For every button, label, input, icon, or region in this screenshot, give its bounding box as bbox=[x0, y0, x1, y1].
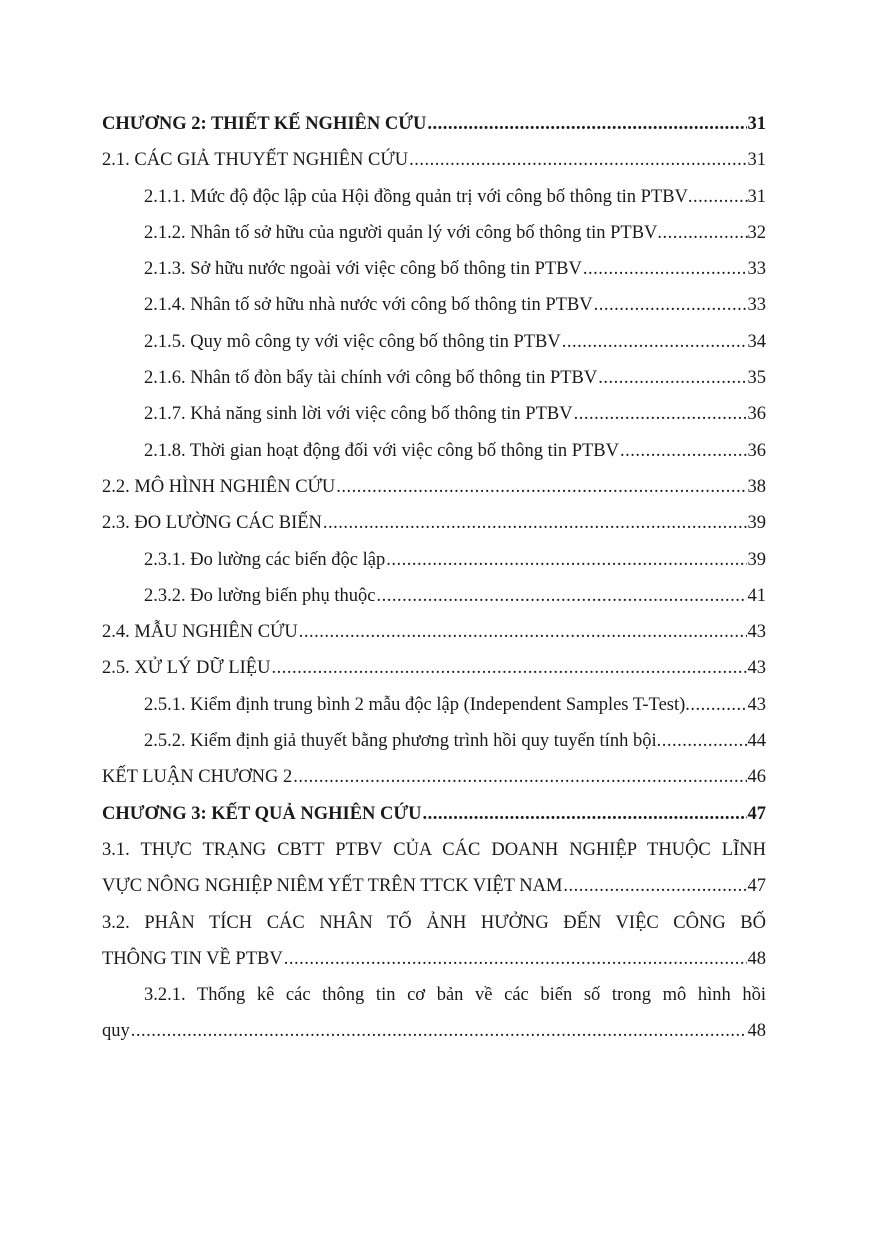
toc-entry-title: KẾT LUẬN CHƯƠNG 2 bbox=[102, 767, 293, 788]
toc-entry-title: 2.3.2. Đo lường biến phụ thuộc bbox=[144, 585, 376, 606]
toc-entry-page: 35 bbox=[747, 368, 766, 389]
table-of-contents bbox=[102, 106, 766, 1050]
toc-entry-wrapped[interactable] bbox=[102, 832, 766, 905]
toc-entry[interactable] bbox=[102, 433, 766, 469]
toc-leader-dots bbox=[574, 396, 747, 432]
toc-entry-page: 31 bbox=[747, 114, 766, 134]
toc-entry-title: 2.3. ĐO LƯỜNG CÁC BIẾN bbox=[102, 513, 322, 534]
toc-entry-page: 48 bbox=[747, 1021, 766, 1042]
toc-entry-title-line1: 3.2.1. Thống kê các thông tin cơ bản về các biến số trong mô hình hồi bbox=[144, 985, 766, 1006]
toc-entry-page: 46 bbox=[747, 767, 766, 788]
toc-entry-title: 2.1.7. Khả năng sinh lời với việc công bố thông tin PTBV bbox=[144, 404, 573, 425]
toc-entry[interactable] bbox=[102, 687, 766, 723]
toc-entry-page: 38 bbox=[747, 476, 766, 497]
toc-entry[interactable] bbox=[102, 542, 766, 578]
toc-leader-dots bbox=[583, 251, 747, 287]
toc-entry[interactable] bbox=[102, 106, 766, 142]
toc-entry[interactable] bbox=[102, 360, 766, 396]
toc-entry[interactable] bbox=[102, 287, 766, 323]
toc-entry[interactable] bbox=[102, 505, 766, 541]
toc-entry-title: 2.5. XỬ LÝ DỮ LIỆU bbox=[102, 658, 271, 679]
toc-leader-dots bbox=[409, 142, 746, 178]
toc-entry[interactable] bbox=[102, 650, 766, 686]
toc-entry-page: 44 bbox=[747, 731, 766, 752]
toc-leader-dots bbox=[422, 796, 746, 832]
toc-leader-dots bbox=[562, 324, 747, 360]
toc-entry-page: 32 bbox=[747, 222, 766, 243]
toc-entry-title-line2: quy bbox=[102, 1021, 130, 1042]
toc-leader-dots bbox=[284, 941, 747, 977]
toc-entry[interactable] bbox=[102, 759, 766, 795]
toc-leader-dots bbox=[657, 723, 748, 759]
toc-entry-title: 2.1.3. Sở hữu nước ngoài với việc công bố thông tin PTBV bbox=[144, 259, 582, 280]
toc-leader-dots bbox=[563, 868, 746, 904]
toc-entry-title: 2.5.1. Kiểm định trung bình 2 mẫu độc lập (Independent Samples T-Test) bbox=[144, 694, 686, 715]
toc-entry-page: 34 bbox=[747, 331, 766, 352]
toc-entry-page: 41 bbox=[747, 585, 766, 606]
toc-leader-dots bbox=[131, 1013, 747, 1049]
toc-entry-page: 47 bbox=[747, 876, 766, 897]
toc-leader-dots bbox=[598, 360, 746, 396]
toc-entry[interactable] bbox=[102, 324, 766, 360]
toc-entry-title: 2.1.5. Quy mô công ty với việc công bố thông tin PTBV bbox=[144, 331, 561, 352]
toc-entry-title: 2.2. MÔ HÌNH NGHIÊN CỨU bbox=[102, 476, 336, 497]
toc-leader-dots bbox=[386, 542, 746, 578]
toc-entry[interactable] bbox=[102, 215, 766, 251]
toc-entry[interactable] bbox=[102, 142, 766, 178]
toc-leader-dots bbox=[657, 215, 747, 251]
toc-entry-title: 2.1.4. Nhân tố sở hữu nhà nước với công bố thông tin PTBV bbox=[144, 295, 593, 316]
toc-entry-page: 36 bbox=[747, 404, 766, 425]
toc-leader-dots bbox=[323, 505, 747, 541]
toc-entry-title: 2.1.8. Thời gian hoạt động đối với việc công bố thông tin PTBV bbox=[144, 440, 620, 461]
toc-leader-dots bbox=[688, 179, 748, 215]
toc-entry-title-line1: 3.1. THỰC TRẠNG CBTT PTBV CỦA CÁC DOANH NGHIỆP THUỘC LĨNH bbox=[102, 839, 766, 860]
toc-entry-title: 2.1. CÁC GIẢ THUYẾT NGHIÊN CỨU bbox=[102, 150, 409, 171]
toc-leader-dots bbox=[620, 433, 746, 469]
toc-entry-title: CHƯƠNG 3: KẾT QUẢ NGHIÊN CỨU bbox=[102, 803, 422, 824]
toc-entry-wrapped[interactable] bbox=[102, 905, 766, 978]
toc-entry-page: 39 bbox=[747, 549, 766, 570]
toc-entry[interactable] bbox=[102, 251, 766, 287]
toc-entry-page: 31 bbox=[747, 150, 766, 171]
toc-entry-title-line1: 3.2. PHÂN TÍCH CÁC NHÂN TỐ ẢNH HƯỞNG ĐẾN VIỆC CÔNG BỐ bbox=[102, 912, 766, 933]
toc-entry[interactable] bbox=[102, 578, 766, 614]
toc-entry-page: 48 bbox=[747, 948, 766, 969]
toc-entry-page: 36 bbox=[747, 440, 766, 461]
toc-entry[interactable] bbox=[102, 796, 766, 832]
toc-entry[interactable] bbox=[102, 179, 766, 215]
toc-entry-page: 39 bbox=[747, 513, 766, 534]
toc-leader-dots bbox=[336, 469, 746, 505]
toc-leader-dots bbox=[271, 650, 746, 686]
toc-entry-title: 2.3.1. Đo lường các biến độc lập bbox=[144, 549, 386, 570]
toc-leader-dots bbox=[427, 106, 746, 142]
toc-entry-wrapped[interactable] bbox=[102, 977, 766, 1050]
toc-entry-page: 43 bbox=[747, 694, 766, 715]
toc-entry-title: 2.1.1. Mức độ độc lập của Hội đồng quản trị với công bố thông tin PTBV bbox=[144, 186, 688, 207]
toc-leader-dots bbox=[293, 759, 746, 795]
toc-entry-page: 43 bbox=[747, 622, 766, 643]
toc-entry-page: 31 bbox=[747, 186, 766, 207]
toc-entry-page: 47 bbox=[747, 803, 766, 824]
toc-entry-title-line2: VỰC NÔNG NGHIỆP NIÊM YẾT TRÊN TTCK VIỆT NAM bbox=[102, 876, 563, 897]
toc-entry[interactable] bbox=[102, 469, 766, 505]
toc-entry-page: 33 bbox=[747, 259, 766, 280]
toc-entry-title: 2.4. MẪU NGHIÊN CỨU bbox=[102, 622, 298, 643]
toc-entry-page: 43 bbox=[747, 658, 766, 679]
toc-entry-title: 2.1.2. Nhân tố sở hữu của người quản lý với công bố thông tin PTBV bbox=[144, 222, 658, 243]
toc-entry-page: 33 bbox=[747, 295, 766, 316]
toc-leader-dots bbox=[377, 578, 747, 614]
toc-entry-title: 2.1.6. Nhân tố đòn bẩy tài chính với công bố thông tin PTBV bbox=[144, 368, 598, 389]
toc-entry[interactable] bbox=[102, 614, 766, 650]
toc-entry[interactable] bbox=[102, 396, 766, 432]
toc-leader-dots bbox=[299, 614, 747, 650]
toc-leader-dots bbox=[594, 287, 747, 323]
toc-entry-title-line2: THÔNG TIN VỀ PTBV bbox=[102, 948, 283, 969]
toc-leader-dots bbox=[685, 687, 747, 723]
toc-entry-title: CHƯƠNG 2: THIẾT KẾ NGHIÊN CỨU bbox=[102, 114, 427, 134]
toc-entry[interactable] bbox=[102, 723, 766, 759]
toc-entry-title: 2.5.2. Kiểm định giả thuyết bằng phương trình hồi quy tuyến tính bội bbox=[144, 731, 657, 752]
